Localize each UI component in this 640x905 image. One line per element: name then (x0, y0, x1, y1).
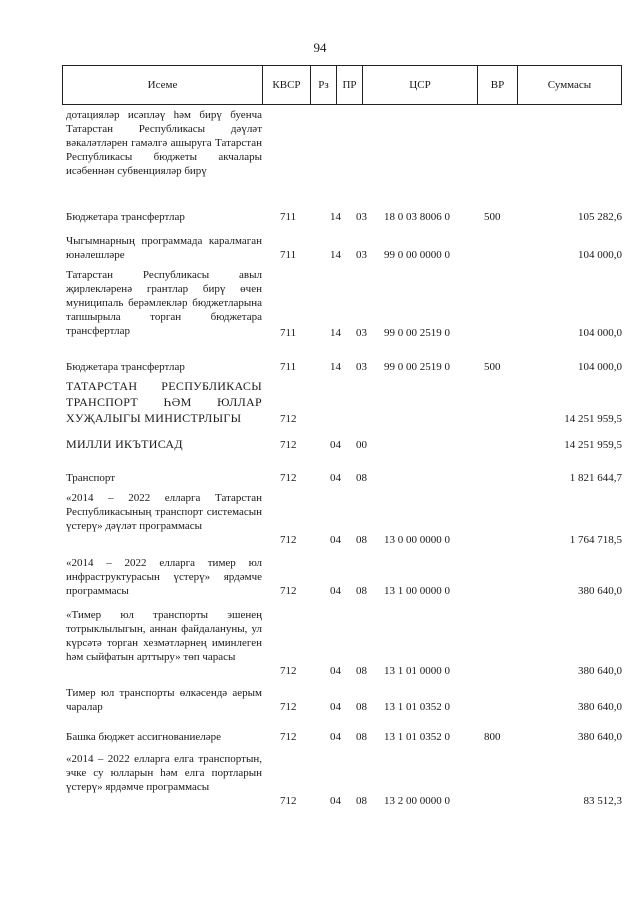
row-rz: 04 (330, 701, 341, 713)
row-csr: 99 0 00 0000 0 (384, 249, 450, 261)
header-sum: Суммасы (547, 79, 592, 91)
row-csr: 13 0 00 0000 0 (384, 534, 450, 546)
row-sum: 380 640,0 (578, 665, 622, 677)
row-csr: 99 0 00 2519 0 (384, 327, 450, 339)
row-kvsr: 712 (280, 731, 297, 743)
row-name: «2014 – 2022 елларга Татарстан Республикасының транспорт системасын үстерү» дәүләт программасы (66, 492, 262, 532)
row-csr: 13 1 01 0000 0 (384, 665, 450, 677)
row-kvsr: 712 (280, 585, 297, 597)
row-pr: 08 (356, 585, 367, 597)
header-csr: ЦСР (363, 66, 478, 104)
row-name: Чыгымнарның программада каралмаган юнәлешләре (66, 235, 262, 261)
row-sum: 1 821 644,7 (569, 472, 622, 484)
row-csr: 18 0 03 8006 0 (384, 211, 450, 223)
row-rz: 04 (330, 534, 341, 546)
table-row (62, 491, 622, 547)
table-header (62, 65, 622, 105)
row-rz: 14 (330, 327, 341, 339)
row-name: «Тимер юл транспорты эшенең тотрыклылыгын, аннан файдалануны, ул күрсәтә торган хезмәтләрнең иминлеген һәм сыйфатын арттыру» төп чарасы (66, 609, 262, 663)
row-name: Башка бюджет ассигнованиеләре (66, 731, 221, 743)
row-kvsr: 712 (280, 472, 297, 484)
row-rz: 04 (330, 439, 341, 451)
row-pr: 08 (356, 665, 367, 677)
row-pr: 08 (356, 534, 367, 546)
row-kvsr: 712 (280, 665, 297, 677)
table-row (62, 686, 622, 714)
row-pr: 03 (356, 361, 367, 373)
table-row (62, 360, 622, 374)
row-pr: 08 (356, 795, 367, 807)
header-name: Исеме (63, 66, 263, 104)
table-row (62, 108, 622, 192)
row-vr: 800 (484, 731, 501, 743)
table-row (62, 234, 622, 262)
row-rz: 14 (330, 249, 341, 261)
row-kvsr: 712 (280, 534, 297, 546)
row-kvsr: 712 (280, 795, 297, 807)
row-name: Бюджетара трансфертлар (66, 211, 185, 223)
header-vr: ВР (478, 66, 518, 104)
row-name: дотацияләр исәпләү һәм бирү буенча Татарстан Республикасы дәүләт вәкаләтләрен гамәлгә ашыруга Татарстан Республикасы бюджеты акчалары исәбеннән субвенцияләр бирү (66, 109, 262, 177)
row-csr: 99 0 00 2519 0 (384, 361, 450, 373)
row-kvsr: 712 (280, 439, 297, 451)
row-csr: 13 1 00 0000 0 (384, 585, 450, 597)
row-sum: 380 640,0 (578, 731, 622, 743)
row-csr: 13 1 01 0352 0 (384, 701, 450, 713)
row-kvsr: 711 (280, 249, 297, 261)
row-csr: 13 1 01 0352 0 (384, 731, 450, 743)
table-row (62, 268, 622, 340)
row-rz: 04 (330, 585, 341, 597)
row-csr: 13 2 00 0000 0 (384, 795, 450, 807)
row-pr: 03 (356, 211, 367, 223)
row-name: «2014 – 2022 елларга тимер юл инфраструктурасын үстерү» ярдәмче программасы (66, 557, 262, 597)
table-row (62, 752, 622, 808)
row-rz: 04 (330, 665, 341, 677)
row-rz: 04 (330, 731, 341, 743)
row-kvsr: 712 (280, 413, 297, 425)
row-sum: 104 000,0 (578, 249, 622, 261)
row-kvsr: 712 (280, 701, 297, 713)
row-sum: 380 640,0 (578, 701, 622, 713)
row-name: Транспорт (66, 472, 116, 484)
row-name: Татарстан Республикасы авыл җирлекләренә грантлар бирү өчен муниципаль берәмлекләр бюджетларына тапшырыла торган бюджетара трансфертлар (66, 269, 262, 337)
row-rz: 04 (330, 795, 341, 807)
row-pr: 08 (356, 701, 367, 713)
row-name: Тимер юл транспорты өлкәсендә аерым чаралар (66, 687, 262, 713)
row-rz: 14 (330, 361, 341, 373)
row-sum: 104 000,0 (578, 327, 622, 339)
row-sum: 104 000,0 (578, 361, 622, 373)
table-row (62, 730, 622, 744)
row-vr: 500 (484, 211, 501, 223)
header-kvsr: КВСР (263, 66, 311, 104)
header-pr: ПР (337, 66, 363, 104)
row-pr: 08 (356, 731, 367, 743)
table-row (62, 436, 622, 452)
table-row (62, 471, 622, 485)
row-sum: 380 640,0 (578, 585, 622, 597)
row-vr: 500 (484, 361, 501, 373)
row-name: ТАТАРСТАН РЕСПУБЛИКАСЫ ТРАНСПОРТ ҺӘМ ЮЛЛАР ХУҖАЛЫГЫ МИНИСТРЛЫГЫ (66, 379, 262, 425)
row-rz: 04 (330, 472, 341, 484)
table-row (62, 210, 622, 224)
row-pr: 03 (356, 249, 367, 261)
header-rz: Рз (311, 66, 337, 104)
row-pr: 08 (356, 472, 367, 484)
row-sum: 83 512,3 (583, 795, 622, 807)
row-sum: 14 251 959,5 (564, 413, 622, 425)
page-number: 94 (313, 40, 327, 55)
table-row (62, 378, 622, 426)
table-row (62, 608, 622, 678)
row-pr: 00 (356, 439, 367, 451)
row-kvsr: 711 (280, 361, 297, 373)
table-row (62, 556, 622, 598)
row-sum: 14 251 959,5 (564, 439, 622, 451)
row-kvsr: 711 (280, 211, 297, 223)
row-rz: 14 (330, 211, 341, 223)
row-pr: 03 (356, 327, 367, 339)
row-name: Бюджетара трансфертлар (66, 361, 185, 373)
row-sum: 1 764 718,5 (569, 534, 622, 546)
row-name: МИЛЛИ ИКЪТИСАД (66, 437, 183, 451)
row-sum: 105 282,6 (578, 211, 622, 223)
row-kvsr: 711 (280, 327, 297, 339)
row-name: «2014 – 2022 елларга елга транспортын, эчке су юлларын һәм елга портларын үстерү» ярдәмче программасы (66, 753, 262, 793)
